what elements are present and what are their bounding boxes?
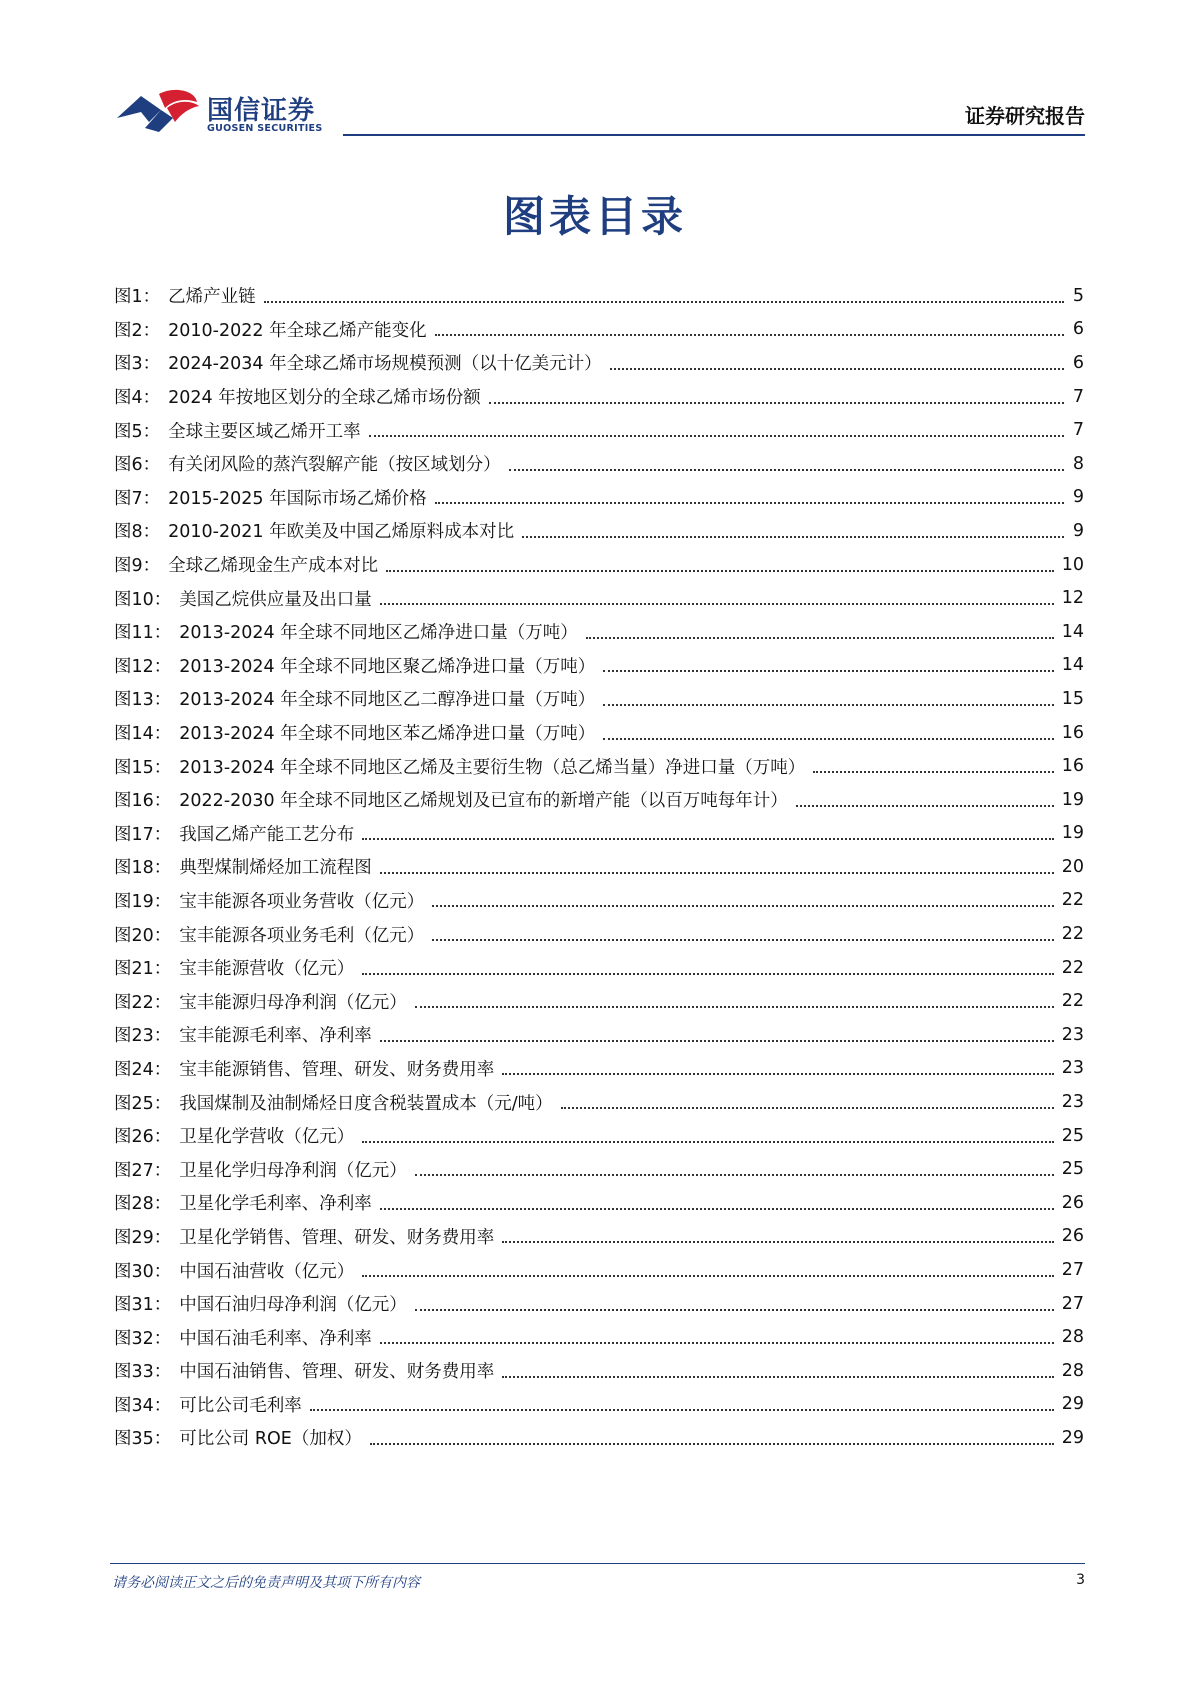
toc-entry-label: 图11：	[114, 623, 172, 644]
logo-english-name: GUOSEN SECURITIES	[207, 123, 323, 134]
toc-entry-title: 宝丰能源各项业务毛利（亿元）	[179, 925, 425, 946]
toc-entry-page: 14	[1061, 621, 1084, 642]
toc-entry-label: 图16：	[114, 791, 172, 812]
toc-leader-dots	[435, 502, 1064, 504]
toc-entry-page: 9	[1072, 520, 1084, 541]
toc-entry-title: 中国石油销售、管理、研发、财务费用率	[179, 1362, 495, 1383]
toc-entry-label: 图27：	[114, 1160, 172, 1181]
toc-entry-label: 图31：	[114, 1295, 172, 1316]
toc-leader-dots	[380, 603, 1054, 605]
toc-entry-page: 25	[1061, 1125, 1084, 1146]
toc-entry-title: 宝丰能源各项业务营收（亿元）	[179, 891, 425, 912]
toc-entry-page: 7	[1072, 386, 1084, 407]
toc-entry-page: 12	[1061, 588, 1084, 609]
toc-leader-dots	[502, 1073, 1053, 1075]
toc-entry-page: 27	[1061, 1293, 1084, 1314]
toc-entry-label: 图8：	[114, 522, 161, 543]
toc-leader-dots	[380, 1342, 1054, 1344]
toc-entry-label: 图21：	[114, 959, 172, 980]
toc-entry-title: 乙烯产业链	[168, 287, 256, 308]
toc-leader-dots	[415, 1006, 1054, 1008]
toc-entry-label: 图3：	[114, 354, 161, 375]
toc-entry-page: 26	[1061, 1192, 1084, 1213]
toc-entry[interactable]	[114, 279, 1084, 313]
toc-entry[interactable]	[114, 884, 1084, 918]
header-divider	[343, 134, 1085, 136]
toc-entry-label: 图25：	[114, 1093, 172, 1114]
toc-leader-dots	[386, 570, 1054, 572]
toc-entry[interactable]	[114, 850, 1084, 884]
toc-leader-dots	[380, 872, 1054, 874]
toc-leader-dots	[264, 301, 1064, 303]
toc-entry-page: 7	[1072, 420, 1084, 441]
toc-entry-title: 可比公司毛利率	[179, 1395, 302, 1416]
toc-leader-dots	[369, 435, 1064, 437]
toc-leader-dots	[502, 1241, 1053, 1243]
toc-entry-page: 23	[1061, 1092, 1084, 1113]
toc-entry-page: 22	[1061, 957, 1084, 978]
toc-entry-title: 中国石油营收（亿元）	[179, 1261, 355, 1282]
toc-entry-title: 2013-2024 年全球不同地区聚乙烯净进口量（万吨）	[179, 656, 596, 677]
toc-entry-page: 29	[1061, 1394, 1084, 1415]
toc-leader-dots	[561, 1107, 1054, 1109]
toc-entry[interactable]	[114, 1186, 1084, 1220]
toc-entry-page: 6	[1072, 319, 1084, 340]
toc-entry-title: 卫星化学销售、管理、研发、财务费用率	[179, 1227, 495, 1248]
page-header	[115, 82, 1085, 140]
toc-entry[interactable]	[114, 749, 1084, 783]
toc-entry-label: 图9：	[114, 556, 161, 577]
toc-entry-label: 图35：	[114, 1429, 172, 1450]
toc-entry[interactable]	[114, 1119, 1084, 1153]
toc-entry[interactable]	[114, 1320, 1084, 1354]
toc-entry-page: 20	[1061, 856, 1084, 877]
toc-leader-dots	[362, 1275, 1053, 1277]
footer-divider	[110, 1563, 1085, 1564]
toc-leader-dots	[522, 536, 1064, 538]
toc-entry-page: 19	[1061, 789, 1084, 810]
toc-entry-page: 23	[1061, 1024, 1084, 1045]
toc-entry[interactable]	[114, 313, 1084, 347]
toc-entry-page: 16	[1061, 756, 1084, 777]
toc-leader-dots	[370, 1443, 1054, 1445]
toc-leader-dots	[796, 805, 1054, 807]
toc-entry-title: 卫星化学毛利率、净利率	[179, 1194, 372, 1215]
toc-leader-dots	[380, 1208, 1054, 1210]
toc-entry-title: 中国石油归母净利润（亿元）	[179, 1295, 407, 1316]
toc-entry-label: 图19：	[114, 891, 172, 912]
guosen-logo-icon	[115, 88, 201, 136]
toc-entry-title: 全球乙烯现金生产成本对比	[168, 556, 379, 577]
toc-entry[interactable]	[114, 917, 1084, 951]
toc-entry-title: 2010-2022 年全球乙烯产能变化	[168, 320, 427, 341]
toc-leader-dots	[362, 838, 1053, 840]
toc-entry[interactable]	[114, 1052, 1084, 1086]
toc-entry[interactable]	[114, 649, 1084, 683]
toc-leader-dots	[610, 368, 1064, 370]
toc-entry-label: 图30：	[114, 1261, 172, 1282]
toc-entry-page: 5	[1072, 285, 1084, 306]
toc-entry-page: 10	[1061, 554, 1084, 575]
toc-entry-label: 图26：	[114, 1127, 172, 1148]
toc-entry-label: 图15：	[114, 757, 172, 778]
toc-entry[interactable]	[114, 1287, 1084, 1321]
toc-entry[interactable]	[114, 716, 1084, 750]
toc-leader-dots	[509, 469, 1064, 471]
toc-entry-title: 卫星化学归母净利润（亿元）	[179, 1160, 407, 1181]
toc-entry-title: 美国乙烷供应量及出口量	[179, 589, 372, 610]
toc-entry-title: 可比公司 ROE（加权）	[179, 1429, 362, 1450]
toc-entry-title: 2010-2021 年欧美及中国乙烯原料成本对比	[168, 522, 515, 543]
toc-leader-dots	[502, 1376, 1053, 1378]
toc-entry[interactable]	[114, 1388, 1084, 1422]
toc-entry-title: 宝丰能源营收（亿元）	[179, 959, 355, 980]
toc-leader-dots	[603, 670, 1053, 672]
toc-entry[interactable]	[114, 1220, 1084, 1254]
toc-entry[interactable]	[114, 413, 1084, 447]
toc-entry[interactable]	[114, 1152, 1084, 1186]
toc-entry-label: 图33：	[114, 1362, 172, 1383]
toc-entry-label: 图20：	[114, 925, 172, 946]
toc-entry[interactable]	[114, 447, 1084, 481]
toc-entry-page: 22	[1061, 890, 1084, 911]
toc-entry-title: 我国煤制及油制烯烃日度含税装置成本（元/吨）	[179, 1093, 553, 1114]
disclaimer-note: 请务必阅读正文之后的免责声明及其项下所有内容	[112, 1575, 420, 1591]
toc-entry-label: 图22：	[114, 992, 172, 1013]
toc-entry-title: 2015-2025 年国际市场乙烯价格	[168, 488, 427, 509]
toc-entry-label: 图24：	[114, 1059, 172, 1080]
toc-entry[interactable]	[114, 548, 1084, 582]
toc-entry[interactable]	[114, 1421, 1084, 1455]
toc-entry-title: 宝丰能源毛利率、净利率	[179, 1026, 372, 1047]
toc-entry-title: 宝丰能源归母净利润（亿元）	[179, 992, 407, 1013]
toc-entry[interactable]	[114, 951, 1084, 985]
toc-leader-dots	[310, 1409, 1054, 1411]
toc-entry-title: 我国乙烯产能工艺分布	[179, 824, 355, 845]
toc-entry-label: 图23：	[114, 1026, 172, 1047]
toc-entry-page: 22	[1061, 924, 1084, 945]
toc-entry-page: 14	[1061, 655, 1084, 676]
toc-entry[interactable]	[114, 481, 1084, 515]
toc-entry[interactable]	[114, 783, 1084, 817]
toc-leader-dots	[362, 973, 1053, 975]
toc-entry-label: 图13：	[114, 690, 172, 711]
toc-entry-label: 图32：	[114, 1328, 172, 1349]
toc-entry-page: 19	[1061, 823, 1084, 844]
toc-entry-label: 图17：	[114, 824, 172, 845]
page-number: 3	[1076, 1572, 1085, 1588]
toc-entry-title: 2022-2030 年全球不同地区乙烯规划及已宣布的新增产能（以百万吨每年计）	[179, 791, 788, 812]
toc-entry-page: 26	[1061, 1226, 1084, 1247]
toc-entry-label: 图29：	[114, 1227, 172, 1248]
figure-toc-list	[114, 279, 1084, 1455]
toc-entry[interactable]	[114, 682, 1084, 716]
toc-entry-title: 2013-2024 年全球不同地区乙二醇净进口量（万吨）	[179, 690, 596, 711]
toc-entry-label: 图18：	[114, 858, 172, 879]
toc-entry-title: 全球主要区域乙烯开工率	[168, 421, 361, 442]
toc-entry-page: 15	[1061, 688, 1084, 709]
toc-entry-title: 中国石油毛利率、净利率	[179, 1328, 372, 1349]
toc-entry-label: 图4：	[114, 388, 161, 409]
toc-entry-label: 图14：	[114, 724, 172, 745]
guosen-logo	[115, 82, 323, 140]
report-type: 证券研究报告	[965, 104, 1085, 128]
toc-leader-dots	[432, 905, 1053, 907]
toc-entry-label: 图10：	[114, 589, 172, 610]
toc-entry-label: 图5：	[114, 421, 161, 442]
toc-entry-label: 图7：	[114, 488, 161, 509]
toc-entry[interactable]	[114, 1018, 1084, 1052]
toc-entry-page: 9	[1072, 487, 1084, 508]
toc-entry-page: 6	[1072, 352, 1084, 373]
toc-entry-title: 2024-2034 年全球乙烯市场规模预测（以十亿美元计）	[168, 354, 602, 375]
toc-entry-title: 卫星化学营收（亿元）	[179, 1127, 355, 1148]
toc-leader-dots	[603, 738, 1053, 740]
toc-entry-title: 宝丰能源销售、管理、研发、财务费用率	[179, 1059, 495, 1080]
toc-entry-page: 8	[1072, 453, 1084, 474]
toc-entry[interactable]	[114, 380, 1084, 414]
toc-entry-page: 28	[1061, 1360, 1084, 1381]
toc-entry[interactable]	[114, 817, 1084, 851]
page-title: 图表目录	[502, 192, 687, 241]
toc-leader-dots	[586, 637, 1054, 639]
toc-entry-title: 2024 年按地区划分的全球乙烯市场份额	[168, 388, 481, 409]
toc-entry-label: 图1：	[114, 287, 161, 308]
toc-entry-title: 典型煤制烯烃加工流程图	[179, 858, 372, 879]
toc-entry-title: 2013-2024 年全球不同地区乙烯及主要衍生物（总乙烯当量）净进口量（万吨）	[179, 757, 806, 778]
toc-entry[interactable]	[114, 346, 1084, 380]
toc-entry-page: 23	[1061, 1058, 1084, 1079]
toc-leader-dots	[362, 1141, 1053, 1143]
toc-entry[interactable]	[114, 1085, 1084, 1119]
toc-leader-dots	[489, 402, 1064, 404]
toc-entry[interactable]	[114, 581, 1084, 615]
toc-entry-title: 有关闭风险的蒸汽裂解产能（按区域划分）	[168, 455, 501, 476]
toc-entry-title: 2013-2024 年全球不同地区苯乙烯净进口量（万吨）	[179, 724, 596, 745]
toc-leader-dots	[813, 771, 1053, 773]
toc-entry-page: 25	[1061, 1159, 1084, 1180]
toc-entry-page: 22	[1061, 991, 1084, 1012]
toc-entry-page: 28	[1061, 1327, 1084, 1348]
toc-entry[interactable]	[114, 1253, 1084, 1287]
toc-leader-dots	[415, 1309, 1054, 1311]
toc-entry[interactable]	[114, 1354, 1084, 1388]
toc-entry-label: 图2：	[114, 320, 161, 341]
toc-entry[interactable]	[114, 514, 1084, 548]
toc-leader-dots	[432, 939, 1053, 941]
logo-chinese-name: 国信证券	[207, 96, 316, 126]
toc-entry-label: 图6：	[114, 455, 161, 476]
toc-entry-label: 图34：	[114, 1395, 172, 1416]
toc-entry-label: 图12：	[114, 656, 172, 677]
toc-entry-page: 29	[1061, 1427, 1084, 1448]
toc-entry-title: 2013-2024 年全球不同地区乙烯净进口量（万吨）	[179, 623, 578, 644]
toc-leader-dots	[415, 1174, 1054, 1176]
toc-leader-dots	[603, 704, 1053, 706]
toc-entry-label: 图28：	[114, 1194, 172, 1215]
toc-entry-page: 27	[1061, 1260, 1084, 1281]
toc-entry-page: 16	[1061, 722, 1084, 743]
toc-entry[interactable]	[114, 984, 1084, 1018]
toc-leader-dots	[380, 1040, 1054, 1042]
toc-leader-dots	[435, 334, 1064, 336]
toc-entry[interactable]	[114, 615, 1084, 649]
